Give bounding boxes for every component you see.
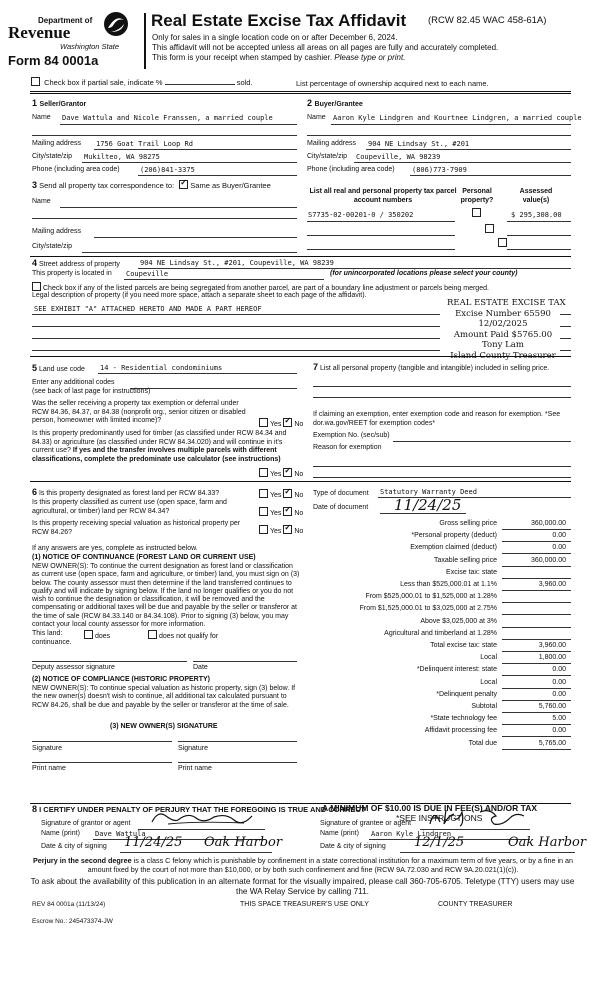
rcw-reference: (RCW 82.45 WAC 458-61A)	[428, 15, 547, 26]
escrow-number: Escrow No.: 245473374-JW	[32, 918, 113, 925]
calc-row-label: Excise tax: state	[446, 568, 497, 576]
owner-print-label-1: Print name	[32, 765, 66, 772]
form-number: Form 84 0001a	[8, 53, 99, 68]
owner-signature-label-1: Signature	[32, 745, 62, 752]
street-address-row: 4 Street address of property	[32, 258, 120, 268]
historic-no-checkbox[interactable]	[283, 525, 292, 534]
seller-city-field[interactable]: Mukilteo, WA 98275	[84, 153, 160, 161]
land-use-code-field[interactable]: 14 - Residential condominiums	[100, 364, 223, 372]
historic-yes-no: Yes ✓ No	[259, 525, 303, 535]
legal-description-field[interactable]: SEE EXHIBIT "A" ATTACHED HERETO AND MADE A PART HEREOF	[34, 305, 262, 313]
grantor-date-city-label: Date & city of signing	[41, 843, 107, 850]
historic-question: Is this property receiving special valuation as historical property per RCW 84.26?	[32, 520, 241, 536]
parcel-number[interactable]: S7735-02-00201-0 / 350202	[308, 211, 414, 219]
personal-property-checkbox-1[interactable]	[472, 208, 481, 217]
calc-row-label: From $525,000.01 to $1,525,000 at 1.28%	[365, 593, 497, 601]
calc-row-value[interactable]: 0.00	[552, 690, 566, 698]
notice-compliance-body: NEW OWNER(S): To continue special valuation as historic property, sign (3) below. If the new owner(s) doesn't wish to continue, all additional tax calculated pursuant to RCW 84.26, shall be due and payable by the seller or transferor at the time of sale.	[32, 685, 296, 709]
header-note-2: This affidavit will not be accepted unless all areas on all pages are fully and accurately completed.	[152, 43, 499, 52]
doc-type-field[interactable]: Statutory Warranty Deed	[380, 488, 477, 496]
header-note-1: Only for sales in a single location code on or after December 6, 2024.	[152, 33, 398, 42]
treasurer-stamp: REAL ESTATE EXCISE TAX Excise Number 65590 12/02/2025 Amount Paid $5765.00 Tony Lam Island County Treasurer	[447, 298, 566, 361]
calc-row-label: *Delinquent interest: state	[416, 666, 497, 674]
doc-type-label: Type of document	[313, 490, 369, 497]
buyer-heading: 2 Buyer/Grantee	[307, 98, 363, 108]
grantee-signature-label: Signature of grantee or agent	[320, 820, 412, 827]
grantee-name-field[interactable]: Aaron Kyle Lindgren	[371, 830, 452, 838]
grantor-date[interactable]: 11/24/25	[124, 835, 183, 850]
calc-row-label: Total excise tax: state	[430, 642, 497, 649]
page-title: Real Estate Excise Tax Affidavit	[151, 11, 407, 30]
new-owner-signature-title: (3) NEW OWNER(S) SIGNATURE	[110, 723, 218, 730]
seller-city-label: City/state/zip	[32, 153, 73, 160]
calc-row-value[interactable]: 0.00	[552, 727, 566, 735]
seller-mailing-label: Mailing address	[32, 140, 82, 147]
dept-label: Department of	[38, 16, 93, 25]
additional-codes-note: (see back of last page for instructions)	[32, 388, 151, 395]
buyer-mailing-field[interactable]: 904 NE Lindsay St., #201	[368, 140, 470, 148]
notice-continuance-title: (1) NOTICE OF CONTINUANCE (FOREST LAND OR CURRENT USE)	[32, 554, 256, 561]
located-in-label: This property is located in	[32, 270, 112, 277]
calc-row-label: *Delinquent penalty	[436, 690, 497, 698]
street-address-field[interactable]: 904 NE Lindsay St., #201, Coupeville, WA 98239	[140, 259, 334, 267]
county-treasurer-label: COUNTY TREASURER	[438, 901, 513, 908]
calc-row-label: *Personal property (deduct)	[411, 532, 497, 540]
current-use-question: Is this property classified as current use (open space, farm and agricultural, or timber) land per RCW 84.34?	[32, 499, 227, 515]
calc-row-value[interactable]: 0.00	[552, 678, 566, 686]
land-use-row: 5 Land use code	[32, 363, 85, 373]
calc-row-value[interactable]: 0.00	[552, 666, 566, 674]
buyer-city-label: City/state/zip	[307, 153, 348, 160]
treasurer-use-label: THIS SPACE TREASURER'S USE ONLY	[240, 901, 369, 908]
segregated-row: Check box if any of the listed parcels are being segregated from another parcel, are part of a boundary line adjustment or parcels being merged.	[32, 282, 489, 292]
historic-yes-checkbox[interactable]	[259, 525, 268, 534]
correspondence-mailing-label: Mailing address	[32, 228, 82, 235]
calc-row-value[interactable]: 3,960.00	[538, 642, 566, 649]
does-not-qualify-checkbox[interactable]	[148, 630, 157, 639]
timber-yes-checkbox[interactable]	[259, 468, 268, 477]
exemption-yes-checkbox[interactable]	[259, 418, 268, 427]
partial-sale-checkbox[interactable]	[31, 77, 40, 86]
current-use-yes-no: Yes ✓ No	[259, 507, 303, 517]
correspondence-name-label: Name	[32, 198, 51, 205]
segregated-checkbox[interactable]	[32, 282, 41, 291]
exemption-question: Was the seller receiving a property tax exemption or deferral under RCW 84.36, 84.37, or 84.38 (nonprofit org., senior citizen or disabled person, homeowner with limited income)?	[32, 400, 246, 424]
exemption-number-label: Exemption No. (sec/sub)	[313, 432, 390, 439]
does-not-row: does not qualify for	[148, 630, 218, 640]
calc-row-label: Local	[480, 678, 497, 686]
state-label: Washington State	[60, 42, 120, 51]
exemption-yes-no: Yes ✓ No	[259, 418, 303, 428]
owner-print-label-2: Print name	[178, 765, 212, 772]
doc-date-label: Date of document	[313, 504, 369, 511]
calc-row-label: Affidavit processing fee	[424, 727, 497, 735]
notice-compliance-title: (2) NOTICE OF COMPLIANCE (HISTORIC PROPERTY)	[32, 676, 210, 683]
grantee-date[interactable]: 12/1/25	[414, 835, 465, 850]
located-in-field[interactable]: Coupeville	[126, 270, 169, 278]
buyer-phone-label: Phone (including area code)	[307, 166, 395, 173]
correspondence-city-label: City/state/zip	[32, 243, 73, 250]
buyer-name-field[interactable]: Aaron Kyle Lindgren and Kourtnee Lindgren, a married couple	[333, 114, 582, 122]
buyer-mailing-label: Mailing address	[307, 140, 357, 147]
parcel-header: List all real and personal property tax parcel account numbers	[309, 188, 457, 204]
deputy-date-label: Date	[193, 664, 208, 671]
calc-row-label: Above $3,025,000 at 3%	[420, 617, 497, 625]
buyer-phone-field[interactable]: (806)773-7909	[412, 166, 467, 174]
seller-mailing-field[interactable]: 1756 Goat Trail Loop Rd	[96, 140, 193, 148]
form-revision: REV 84 0001a (11/13/24)	[32, 901, 106, 908]
timber-no-checkbox[interactable]	[283, 468, 292, 477]
buyer-name-label: Name	[307, 114, 326, 121]
grantor-name-label: Name (print)	[41, 830, 80, 837]
personal-property-list: 7 List all personal property (tangible and intangible) included in selling price.	[313, 362, 550, 372]
see-instructions: *SEE INSTRUCTIONS	[396, 813, 483, 823]
calc-row-label: *State technology fee	[430, 715, 497, 723]
calc-row-label: Total due	[468, 739, 497, 747]
calc-row-label: Subtotal	[471, 703, 497, 710]
calc-row-label: Agricultural and timberland at 1.28%	[384, 629, 497, 637]
deputy-signature-label: Deputy assessor signature	[32, 664, 115, 671]
seller-name-label: Name	[32, 114, 51, 121]
seller-name-field[interactable]: Dave Wattula and Nicole Franssen, a married couple	[62, 114, 273, 122]
perjury-notice: Perjury in the second degree is a class C felony which is punishable by confinement in a state correctional institution for a maximum term of five years, or by a fine in an amount fixed by the court of not more than $10,000, or by both such confinement and fine (RCW 9A.72.030 and RCW 9A.20.021(1)(c)).	[32, 856, 574, 874]
certify-heading: 8 I CERTIFY UNDER PENALTY OF PERJURY THAT THE FOREGOING IS TRUE AND CORRECT	[32, 804, 366, 814]
this-land-label: This land:	[32, 630, 63, 637]
calc-row-label: Less than $525,000.01 at 1.1%	[400, 581, 497, 588]
ownership-note: List percentage of ownership acquired next to each name.	[296, 79, 489, 88]
partial-sale-row: Check box if partial sale, indicate % sold.	[31, 77, 253, 87]
does-qualify-checkbox[interactable]	[84, 630, 93, 639]
calc-row-label: Gross selling price	[439, 520, 497, 527]
exemption-no-checkbox[interactable]	[283, 418, 292, 427]
seller-phone-field[interactable]: (206)841-3375	[140, 166, 195, 174]
calc-row-value[interactable]: 3,960.00	[538, 581, 566, 588]
calc-row-label: Taxable selling price	[433, 556, 497, 564]
grantor-signature[interactable]	[148, 808, 258, 828]
current-use-no-checkbox[interactable]	[283, 507, 292, 516]
owner-signature-label-2: Signature	[178, 745, 208, 752]
calc-row-value[interactable]: 5,765.00	[538, 739, 566, 747]
calc-row-value[interactable]: 1,800.00	[538, 654, 566, 662]
legal-description-label: Legal description of property (if you need more space, attach a separate sheet to each page of the affidavit).	[32, 292, 367, 299]
personal-property-checkbox-3[interactable]	[498, 238, 507, 247]
buyer-city-field[interactable]: Coupeville, WA 98239	[356, 153, 441, 161]
timber-yes-no: Yes ✓ No	[259, 468, 303, 478]
grantor-city[interactable]: Oak Harbor	[204, 835, 283, 850]
notice-continuance-body: NEW OWNER(S): To continue the current designation as forest land or classification as current use (open space, farm and agriculture, or timber) land, you must sign on (3) below. The county assessor must then determine if the land transferred continues to qualify and will indicate by signing below. If the land no longer qualifies or you do not wish to continue the designation or classification, it will be removed and the compensating or additional taxes will be due and payable by the seller or transferor at the time of sale (RCW 84.33.140 or 84.34.108). Prior to signing (3) below, you may contact your local county assessor for more information.	[32, 563, 300, 629]
calc-row-value[interactable]: 360,000.00	[530, 520, 566, 527]
seller-phone-label: Phone (including area code)	[32, 166, 120, 173]
seller-heading: 1 Seller/Grantor	[32, 98, 87, 108]
continuance-label: continuance.	[32, 639, 72, 646]
forest-land-question: 6 Is this property designated as forest land per RCW 84.33?	[32, 487, 220, 497]
calc-row-value[interactable]: 5.00	[552, 715, 566, 723]
personal-property-header: Personal property?	[460, 188, 494, 204]
assessed-value[interactable]: $ 295,308.00	[511, 211, 562, 219]
forest-no-checkbox[interactable]	[283, 489, 292, 498]
calc-row-value[interactable]: 0.00	[552, 544, 566, 552]
same-as-buyer-checkbox[interactable]	[179, 180, 188, 189]
header-note-3: This form is your receipt when stamped by cashier. Please type or print.	[152, 53, 406, 62]
forest-yes-no: Yes ✓ No	[259, 489, 303, 499]
doc-date-field[interactable]: 11/24/25	[394, 496, 462, 514]
dept-name: Revenue	[8, 23, 71, 42]
alternate-format-notice: To ask about the availability of this publication in an alternate format for the visually impaired, please call 360-705-6705. Teletype (TTY) users may use the WA Relay Service by calling 711.	[30, 877, 575, 896]
calc-row-value[interactable]: 5,760.00	[538, 703, 566, 710]
calc-row-label: Exemption claimed (deduct)	[410, 544, 497, 552]
grantee-city[interactable]: Oak Harbor	[508, 835, 587, 850]
timber-question: Is this property predominantly used for timber (as classified under RCW 84.34 and 84.33) or agriculture (as classified under RCW 84.34.020) and will continue in it's current use? If yes and the transfer involves multiple parcels with different classifications, complete the predominate use calculator (see instructions)	[32, 430, 287, 463]
exemption-claim-text: If claiming an exemption, enter exemption code and reason for exemption. *See dor.wa.gov/REET for exemption codes*	[313, 411, 561, 427]
grantor-name-field[interactable]: Dave Wattula	[95, 830, 146, 838]
calc-row-value[interactable]: 0.00	[552, 532, 566, 540]
calc-row-label: Local	[480, 654, 497, 662]
calc-row-label: From $1,525,000.01 to $3,025,000 at 2.75%	[359, 605, 497, 613]
calc-row-value[interactable]: 360,000.00	[530, 556, 566, 564]
grantor-signature-label: Signature of grantor or agent	[41, 820, 131, 827]
forest-yes-checkbox[interactable]	[259, 489, 268, 498]
grantee-date-city-label: Date & city of signing	[320, 843, 386, 850]
personal-property-checkbox-2[interactable]	[485, 224, 494, 233]
does-row: does	[84, 630, 110, 640]
assessed-value-header: Assessed value(s)	[519, 188, 553, 204]
exemption-reason-label: Reason for exemption	[313, 444, 382, 451]
current-use-yes-checkbox[interactable]	[259, 507, 268, 516]
if-any-yes: If any answers are yes, complete as instructed below.	[32, 545, 198, 552]
dor-swirl-icon	[102, 10, 130, 38]
minimum-due-notice: A MINIMUM OF $10.00 IS DUE IN FEE(S) AND/OR TAX	[322, 803, 538, 813]
grantee-name-label: Name (print)	[320, 830, 359, 837]
located-in-note: (for unincorporated locations please select your county)	[330, 270, 518, 277]
correspondence-row: 3 Send all property tax correspondence to: ✓ Same as Buyer/Grantee	[32, 180, 271, 190]
grantee-signature[interactable]	[424, 806, 534, 828]
additional-codes-label: Enter any additional codes	[32, 379, 115, 386]
